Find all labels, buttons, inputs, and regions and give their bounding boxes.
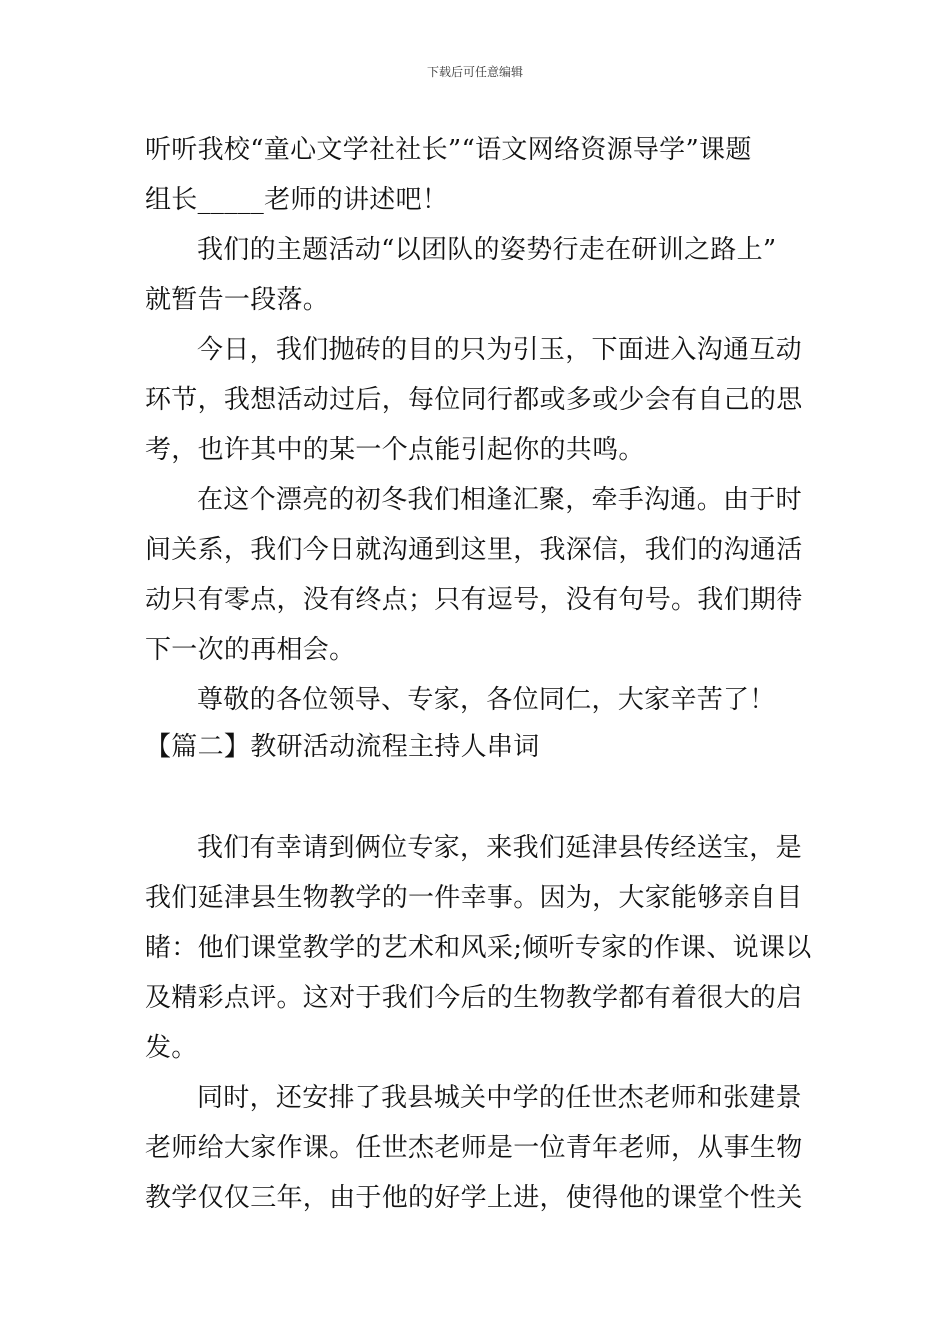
text-line: 考，也许其中的某一个点能引起你的共鸣。 (145, 435, 645, 465)
text-line: 就暂告一段落。 (145, 285, 330, 315)
paragraph-first-line: 今日，我们抛砖的目的只为引玉，下面进入沟通互动 (197, 335, 802, 365)
text-line: 睹：他们课堂教学的艺术和风采;倾听专家的作课、说课以 (145, 933, 812, 963)
text-line: 我们延津县生物教学的一件幸事。因为，大家能够亲自目 (145, 883, 803, 913)
paragraph-first-line: 尊敬的各位领导、专家，各位同仁，大家辛苦了！ (197, 685, 776, 715)
text-line: 发。 (145, 1033, 198, 1063)
paragraph-first-line: 我们有幸请到俩位专家，来我们延津县传经送宝，是 (197, 833, 802, 863)
text-line: 环节，我想活动过后，每位同行都或多或少会有自己的思 (145, 385, 803, 415)
text-line: 老师给大家作课。任世杰老师是一位青年老师，从事生物 (145, 1133, 803, 1163)
text-line: 及精彩点评。这对于我们今后的生物教学都有着很大的启 (145, 983, 803, 1013)
page-header-note: 下载后可任意编辑 (426, 65, 523, 79)
text-line: 组长_____老师的讲述吧！ (145, 185, 449, 215)
text-line: 间关系，我们今日就沟通到这里，我深信，我们的沟通活 (145, 535, 803, 565)
text-line: 教学仅仅三年，由于他的好学上进，使得他的课堂个性关 (145, 1183, 803, 1213)
section-heading: 【篇二】教研活动流程主持人串词 (145, 732, 540, 762)
text-line: 下一次的再相会。 (145, 635, 356, 665)
paragraph-first-line: 同时，还安排了我县城关中学的任世杰老师和张建景 (197, 1083, 802, 1113)
text-line: 动只有零点，没有终点；只有逗号，没有句号。我们期待 (145, 585, 803, 615)
text-line: 听听我校“童心文学社社长”“语文网络资源导学”课题 (145, 135, 752, 165)
paragraph-first-line: 在这个漂亮的初冬我们相逢汇聚，牵手沟通。由于时 (197, 485, 802, 515)
paragraph-first-line: 我们的主题活动“以团队的姿势行走在研训之路上” (197, 235, 777, 265)
